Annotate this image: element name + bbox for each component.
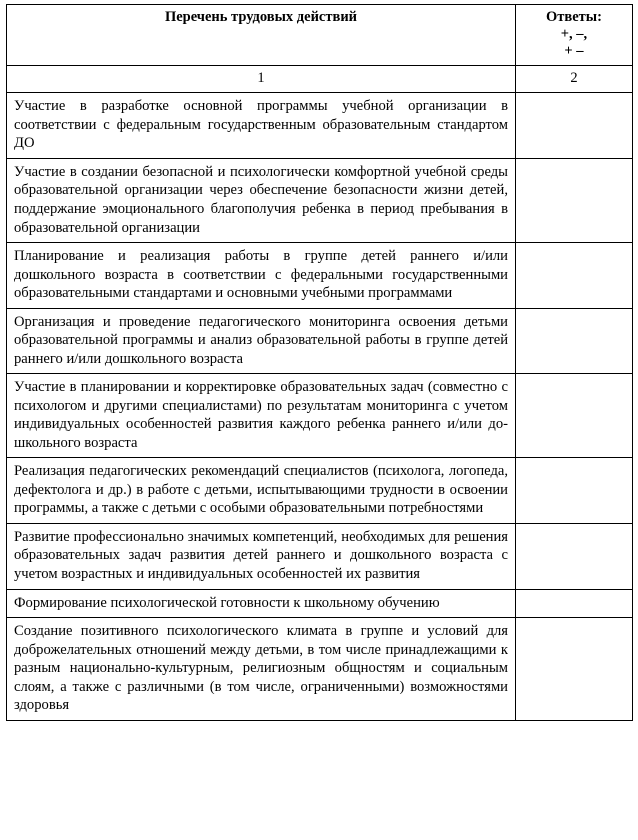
action-text: Организация и проведение педагогического мониторинга освоения детьми образовательной программы и анализ образовательной работы в группе детей раннего и/или дошкольного возраста	[7, 308, 516, 374]
answer-input-cell[interactable]	[516, 243, 633, 309]
action-text: Участие в планировании и корректировке образовательных задач (совместно с психологом и другими специалистами) по результатам мониторинга с учетом индивидуальных особенностей развития каждого ребенка раннего и/или дошкольного возраста	[7, 374, 516, 458]
action-text: Участие в разработке основной программы учебной организации в соответствии с федеральным государственным образовательным стандартом ДО	[7, 93, 516, 159]
action-text: Формирование психологической готовности к школьному обучению	[7, 589, 516, 618]
table-row	[7, 93, 633, 159]
action-text: Планирование и реализация работы в группе детей раннего и/или дошкольного возраста в соответствии с федеральными государственными образовательными стандартами и основными учебными программами	[7, 243, 516, 309]
answer-input-cell[interactable]	[516, 523, 633, 589]
action-text: Создание позитивного психологического климата в группе и условий для доброжелательных отношений между детьми, в том числе принадлежащими к разным национально-культурным, религиозным общностям и социальным слоям, а также с различными (в том числе, ограниченными) возможностями здоровья	[7, 618, 516, 721]
action-text: Развитие профессионально значимых компетенций, необходимых для решения образовательных задач развития детей раннего и дошкольного возраста с учетом возрастных и индивидуальных особенностей их развития	[7, 523, 516, 589]
column-number-action: 1	[7, 66, 516, 93]
header-action-column: Перечень трудовых действий	[7, 5, 516, 66]
header-answer-column	[516, 5, 633, 66]
header-answer-line-1: Ответы:	[546, 9, 602, 25]
table-row	[7, 589, 633, 618]
table-row	[7, 458, 633, 524]
table-row	[7, 618, 633, 721]
column-number-row	[7, 66, 633, 93]
header-answer-line-2: +, –,	[560, 26, 588, 43]
answer-input-cell[interactable]	[516, 618, 633, 721]
answer-input-cell[interactable]	[516, 308, 633, 374]
table-header	[7, 5, 633, 66]
answer-input-cell[interactable]	[516, 93, 633, 159]
table-row	[7, 308, 633, 374]
answer-input-cell[interactable]	[516, 589, 633, 618]
column-number-answer: 2	[516, 66, 633, 93]
answer-input-cell[interactable]	[516, 458, 633, 524]
labor-actions-table	[6, 4, 633, 721]
answer-input-cell[interactable]	[516, 374, 633, 458]
header-answer-line-3: + –	[564, 43, 584, 60]
table-row	[7, 158, 633, 242]
action-text: Участие в создании безопасной и психологически комфортной учебной среды образовательной организации через обеспечение безопасности жизни детей, поддержание эмоционального благополучия ребенка в период пребывания в образовательной организации	[7, 158, 516, 242]
table-header-row	[7, 5, 633, 66]
action-text: Реализация педагогических рекомендаций специалистов (психолога, логопеда, дефектолога и др.) в работе с детьми, испытывающими трудности в освоении программы, а также с детьми с особыми образовательными потребностями	[7, 458, 516, 524]
table-body	[7, 66, 633, 720]
table-row	[7, 243, 633, 309]
answer-input-cell[interactable]	[516, 158, 633, 242]
table-row	[7, 374, 633, 458]
table-row	[7, 523, 633, 589]
